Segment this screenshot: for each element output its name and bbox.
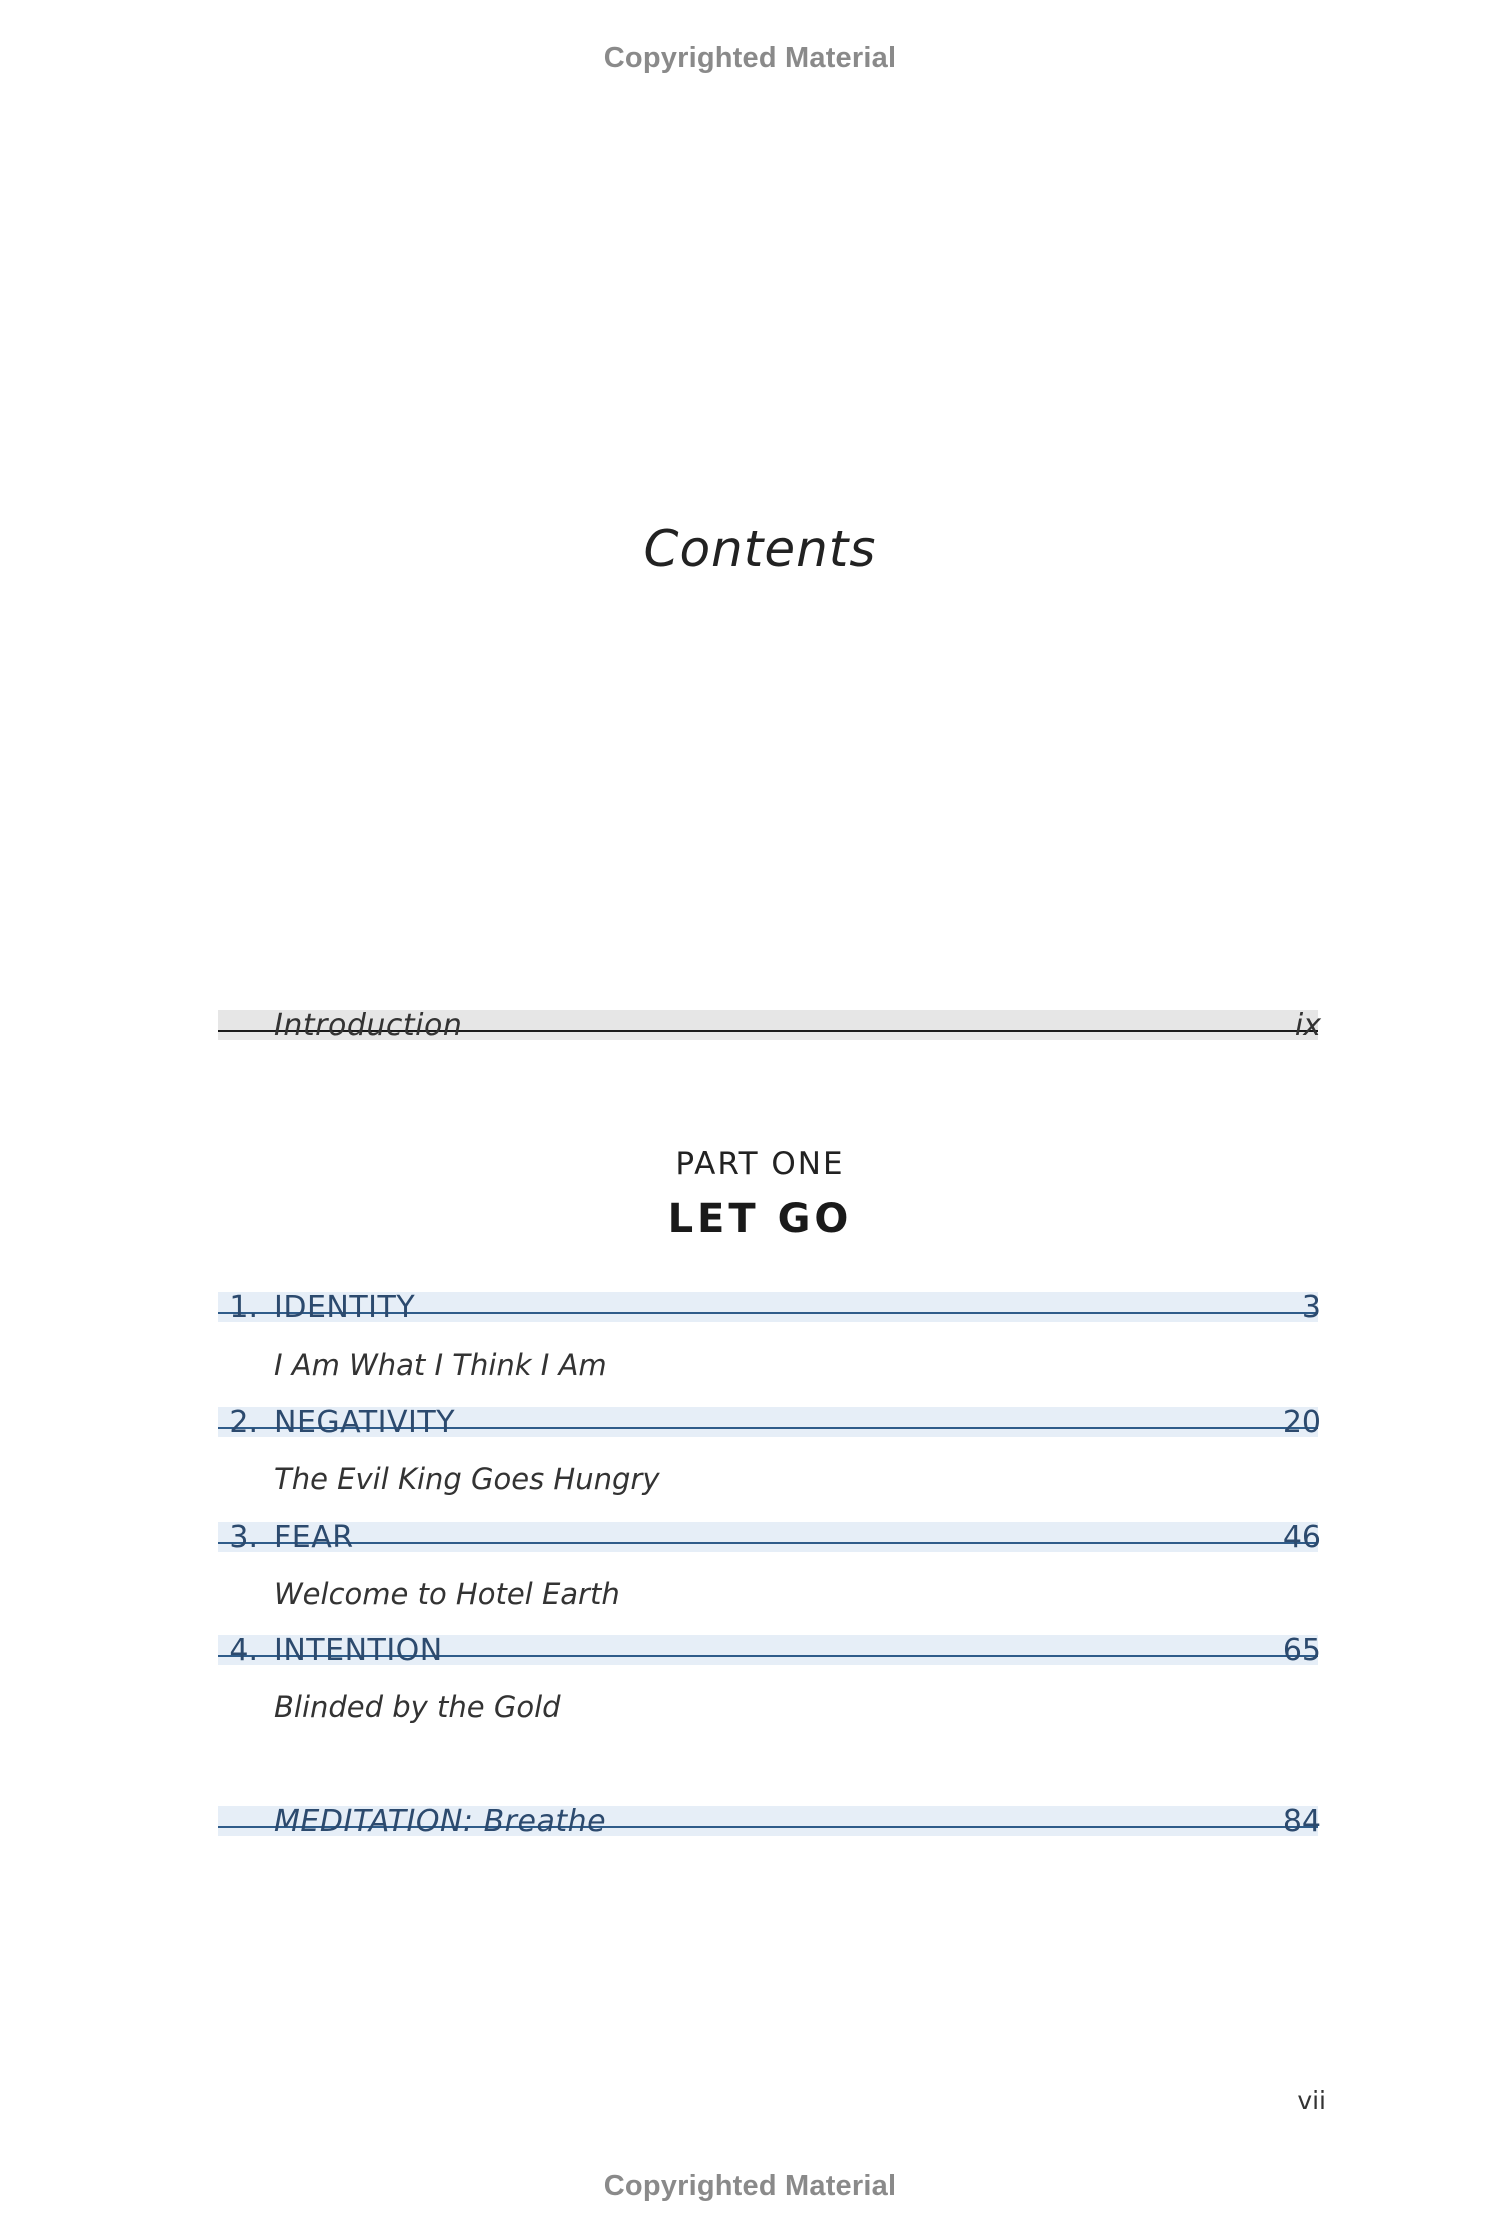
link-highlight (218, 1522, 1318, 1552)
part-title: LET GO (667, 1196, 853, 1242)
toc-entry-page: ix (1294, 1008, 1321, 1043)
chapter-subtitle: The Evil King Goes Hungry (274, 1462, 660, 1496)
chapter-number: 4. (229, 1633, 258, 1668)
chapter-number: 1. (229, 1290, 258, 1325)
meditation-title: MEDITATION: Breathe (274, 1804, 607, 1839)
chapter-title: IDENTITY (274, 1290, 416, 1325)
leader-rule (218, 1542, 1318, 1544)
chapter-title: NEGATIVITY (274, 1405, 456, 1440)
chapter-page: 65 (1282, 1633, 1321, 1668)
toc-entry-chapter-2[interactable] (218, 1405, 1321, 1440)
chapter-subtitle: Blinded by the Gold (274, 1690, 561, 1724)
page-number: vii (1297, 2086, 1326, 2115)
contents-title: Contents (643, 520, 877, 578)
chapter-subtitle: I Am What I Think I Am (274, 1348, 607, 1382)
toc-entry-chapter-3[interactable] (218, 1520, 1321, 1555)
toc-entry-chapter-4[interactable] (218, 1633, 1321, 1668)
toc-entry-chapter-1[interactable] (218, 1290, 1321, 1325)
chapter-page: 3 (1301, 1290, 1321, 1325)
chapter-subtitle: Welcome to Hotel Earth (274, 1577, 620, 1611)
chapter-page: 46 (1282, 1520, 1321, 1555)
watermark-bottom: Copyrighted Material (603, 2170, 897, 2202)
meditation-page: 84 (1282, 1804, 1321, 1839)
toc-entry-meditation[interactable] (218, 1804, 1321, 1839)
chapter-title: INTENTION (274, 1633, 443, 1668)
watermark-top: Copyrighted Material (603, 42, 897, 74)
chapter-number: 2. (229, 1405, 258, 1440)
chapter-title: FEAR (274, 1520, 354, 1555)
part-label: PART ONE (675, 1146, 845, 1182)
toc-entry-label: Introduction (274, 1008, 463, 1043)
chapter-number: 3. (229, 1520, 258, 1555)
chapter-page: 20 (1282, 1405, 1321, 1440)
toc-entry-introduction[interactable] (218, 1008, 1321, 1043)
